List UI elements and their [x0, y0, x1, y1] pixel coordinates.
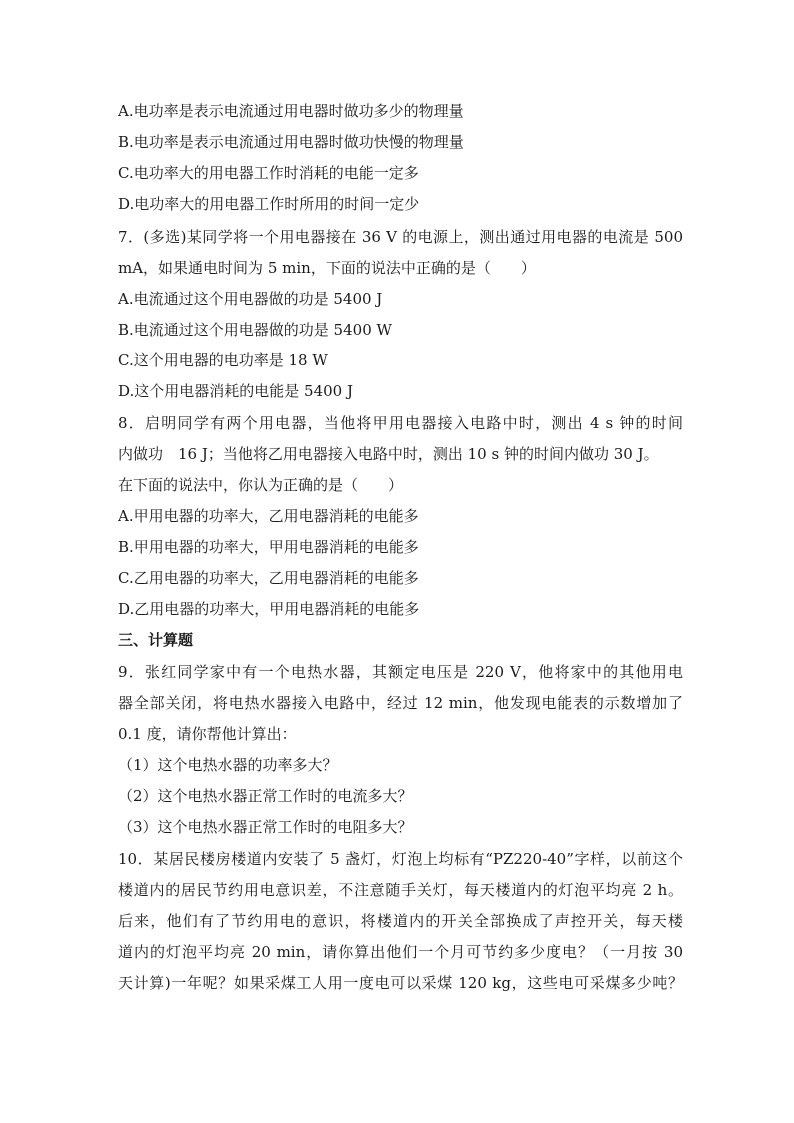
q7-option-c: C.这个用电器的电功率是 18 W — [118, 351, 328, 369]
q10-line1: 10．某居民楼房楼道内安装了 5 盏灯，灯泡上均标有“PZ220-40”字样，以前这个 — [118, 850, 683, 868]
q6-option-b: B.电功率是表示电流通过用电器时做功快慢的物理量 — [118, 133, 464, 151]
q6-option-d: D.电功率大的用电器工作时所用的时间一定少 — [118, 195, 420, 213]
q6-option-c: C.电功率大的用电器工作时消耗的电能一定多 — [118, 164, 419, 182]
q8-stem-line2: 内做功 16 J；当他将乙用电器接入电路中时，测出 10 s 钟的时间内做功 30 J。 — [118, 445, 659, 463]
q6-option-a: A.电功率是表示电流通过用电器时做功多少的物理量 — [118, 102, 464, 120]
q9-stem-line2: 器全部关闭，将电热水器接入电路中，经过 12 min，他发现电能表的示数增加了 — [118, 694, 683, 712]
q8-option-c: C.乙用电器的功率大，乙用电器消耗的电能多 — [118, 569, 419, 587]
q8-option-b: B.甲用电器的功率大，甲用电器消耗的电能多 — [118, 538, 419, 556]
q7-stem-line2: mA，如果通电时间为 5 min，下面的说法中正确的是（ ） — [118, 259, 536, 277]
q9-sub-3: （3）这个电热水器正常工作时的电阻多大？ — [118, 818, 413, 836]
q9-stem-line1: 9．张红同学家中有一个电热水器，其额定电压是 220 V，他将家中的其他用电 — [118, 663, 683, 681]
q7-stem-line1: 7．(多选)某同学将一个用电器接在 36 V 的电源上，测出通过用电器的电流是 500 — [118, 228, 683, 246]
q10-line2: 楼道内的居民节约用电意识差，不注意随手关灯，每天楼道内的灯泡平均亮 2 h。 — [118, 881, 683, 899]
q8-option-d: D.乙用电器的功率大，甲用电器消耗的电能多 — [118, 600, 420, 618]
q10-line3: 后来，他们有了节约用电的意识，将楼道内的开关全部换成了声控开关，每天楼 — [118, 912, 683, 930]
q7-option-d: D.这个用电器消耗的电能是 5400 J — [118, 382, 353, 400]
q9-sub-1: （1）这个电热水器的功率多大？ — [118, 756, 338, 774]
q10-line5: 天计算)一年呢？如果采煤工人用一度电可以采煤 120 kg，这些电可采煤多少吨？ — [118, 974, 683, 992]
q8-stem-line3: 在下面的说法中，你认为正确的是（ ） — [118, 476, 404, 494]
q9-sub-2: （2）这个电热水器正常工作时的电流多大？ — [118, 787, 413, 805]
q7-option-a: A.电流通过这个用电器做的功是 5400 J — [118, 290, 383, 308]
q7-option-b: B.电流通过这个用电器做的功是 5400 W — [118, 321, 392, 339]
q9-stem-line3: 0.1 度，请你帮他计算出： — [118, 725, 297, 743]
section-title: 三、计算题 — [118, 631, 194, 649]
q10-line4: 道内的灯泡平均亮 20 min，请你算出他们一个月可节约多少度电？（一月按 30 — [118, 943, 683, 961]
q8-option-a: A.甲用电器的功率大，乙用电器消耗的电能多 — [118, 507, 419, 525]
q8-stem-line1: 8．启明同学有两个用电器，当他将甲用电器接入电路中时，测出 4 s 钟的时间 — [118, 414, 683, 432]
